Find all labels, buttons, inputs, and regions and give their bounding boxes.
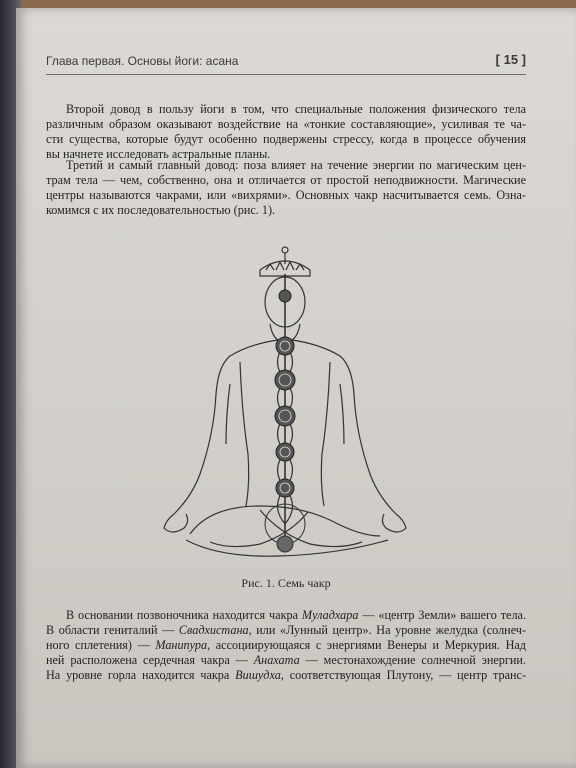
ajna-chakra-icon [279,290,291,302]
text-line: На уровне горла находится чакра Вишудха, соответствующая Плутону, — центр транс- [46,668,526,682]
root-chakra-icon [277,536,293,552]
text-line: комимся с их последовательностью (рис. 1). [46,203,276,217]
paragraph-chakras [46,608,526,683]
paragraph-third-argument [46,158,526,218]
text-line: ней расположена сердечная чакра — Анахата — местонахождение солнечной энергии. [46,653,526,667]
muladhara-chakra-icon [276,479,294,497]
anahata-chakra-icon [275,370,295,390]
text-line: ного сплетения) — Манипура, ассоциирующаяся с энергиями Венеры и Меркурия. Над [46,638,526,652]
text-line: трам тела — чем, собственно, она и отличается от простой неподвижности. Магические [46,173,526,187]
text-line: Третий и самый главный довод: поза влияет на течение энергии по магическим цен- [66,158,526,172]
paragraph-second-argument [46,102,526,162]
text-line: вы начнете исследовать астральные планы. [46,147,271,161]
text-line: различным образом оказывают воздействие на «тонкие составляющие», усиливая те ча- [46,117,526,131]
chakra-figure-illustration [130,244,440,564]
svadhisthana-chakra-icon [276,443,294,461]
manipura-chakra-icon [275,406,295,426]
chapter-title: Глава первая. Основы йоги: асана [46,54,239,68]
text-line: сти существа, которые будут особенно подвержены стрессу, когда в процессе обучения [46,132,526,146]
text-line: Второй довод в пользу йоги в том, что специальные положения физического тела [66,102,526,116]
page-number: [ 15 ] [495,52,526,67]
figure-caption: Рис. 1. Семь чакр [241,576,331,590]
header-rule [46,74,526,75]
text-line: центры называются чакрами, или «вихрями». Основных чакр насчитывается семь. Озна- [46,188,526,202]
vishuddha-chakra-icon [276,337,294,355]
text-line: В основании позвоночника находится чакра Муладхара — «центр Земли» вашего тела. [66,608,527,622]
text-line: В области гениталий — Свадхистана, или «Лунный центр». На уровне желудка (солнеч- [46,623,526,637]
